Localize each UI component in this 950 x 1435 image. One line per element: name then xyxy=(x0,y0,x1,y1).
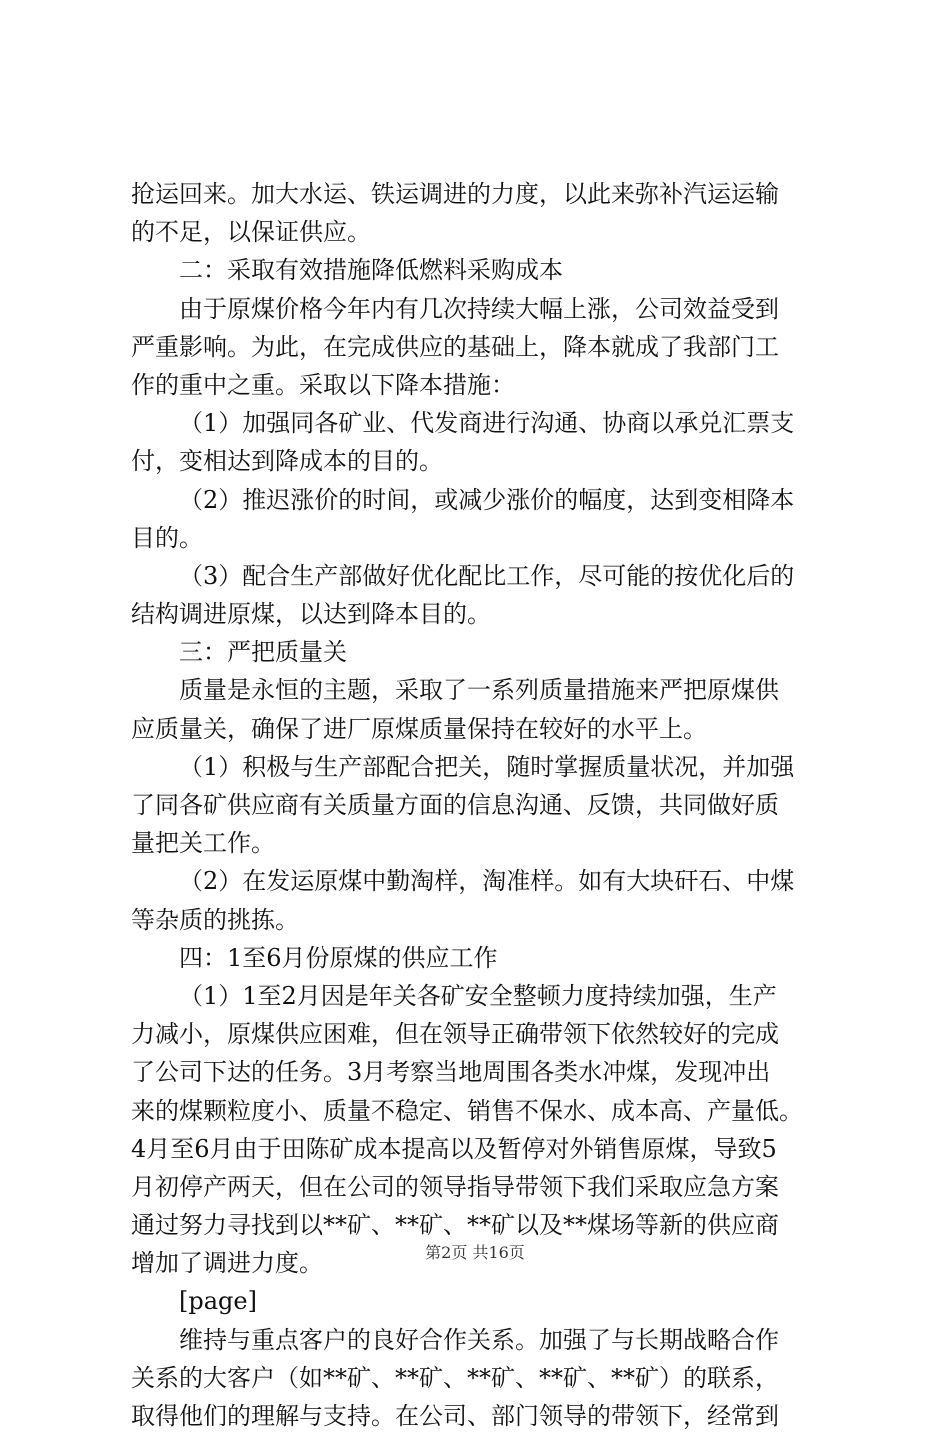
text-line: 等杂质的挑拣。 xyxy=(131,905,299,934)
text-line: 的不足，以保证供应。 xyxy=(131,218,371,247)
text-line: 月初停产两天，但在公司的领导指导带领下我们采取应急方案 xyxy=(131,1172,779,1201)
text-line: 来的煤颗粒度小、质量不稳定、销售不保水、成本高、产量低。 xyxy=(131,1096,803,1125)
text-line: 抢运回来。加大水运、铁运调进的力度，以此来弥补汽运运输 xyxy=(131,180,779,208)
text-line: 了同各矿供应商有关质量方面的信息沟通、反馈，共同做好质 xyxy=(131,791,779,819)
text-line: 关系的大客户（如**矿、**矿、**矿、**矿、**矿）的联系， xyxy=(131,1363,779,1392)
text-line: 四：1至6月份原煤的供应工作 xyxy=(179,943,498,972)
text-line: 通过努力寻找到以**矿、**矿、**矿以及**煤场等新的供应商 xyxy=(131,1211,779,1240)
text-line: 三：严把质量关 xyxy=(179,638,347,667)
text-line: 结构调进原煤，以达到降本目的。 xyxy=(131,600,491,629)
text-line: 维持与重点客户的良好合作关系。加强了与长期战略合作 xyxy=(179,1325,779,1354)
text-line: （3）配合生产部做好优化配比工作，尽可能的按优化后的 xyxy=(179,561,795,590)
text-line: 作的重中之重。采取以下降本措施： xyxy=(131,370,515,399)
text-line: 二：采取有效措施降低燃料采购成本 xyxy=(179,256,563,285)
text-line: 了公司下达的任务。3月考察当地周围各类水冲煤，发现冲出 xyxy=(131,1058,771,1087)
text-line: 应质量关，确保了进厂原煤质量保持在较好的水平上。 xyxy=(131,714,707,743)
text-line: 取得他们的理解与支持。在公司、部门领导的带领下，经常到 xyxy=(131,1402,779,1430)
text-line: （1）加强同各矿业、代发商进行沟通、协商以承兑汇票支 xyxy=(179,409,795,438)
text-line: [page] xyxy=(179,1287,257,1316)
text-line: 力减小，原煤供应困难，但在领导正确带领下依然较好的完成 xyxy=(131,1020,779,1049)
text-line: 量把关工作。 xyxy=(131,829,275,858)
text-line: 由于原煤价格今年内有几次持续大幅上涨，公司效益受到 xyxy=(179,294,779,323)
text-line: 增加了调进力度。 xyxy=(131,1249,323,1278)
text-line: 质量是永恒的主题，采取了一系列质量措施来严把原煤供 xyxy=(179,676,779,705)
text-line: （2）推迟涨价的时间，或减少涨价的幅度，达到变相降本 xyxy=(179,485,795,514)
text-line: 目的。 xyxy=(131,523,203,552)
text-line: 付，变相达到降成本的目的。 xyxy=(131,447,443,476)
text-line: 4月至6月由于田陈矿成本提高以及暂停对外销售原煤，导致5 xyxy=(131,1134,777,1163)
text-line: （1）1至2月因是年关各矿安全整顿力度持续加强，生产 xyxy=(179,981,777,1010)
page-footer: 第2页 共16页 xyxy=(425,1243,525,1262)
text-line: 严重影响。为此，在完成供应的基础上，降本就成了我部门工 xyxy=(131,332,779,361)
text-line: （2）在发运原煤中勤淘样，淘准样。如有大块矸石、中煤 xyxy=(179,867,795,896)
text-line: （1）积极与生产部配合把关，随时掌握质量状况，并加强 xyxy=(179,752,795,781)
